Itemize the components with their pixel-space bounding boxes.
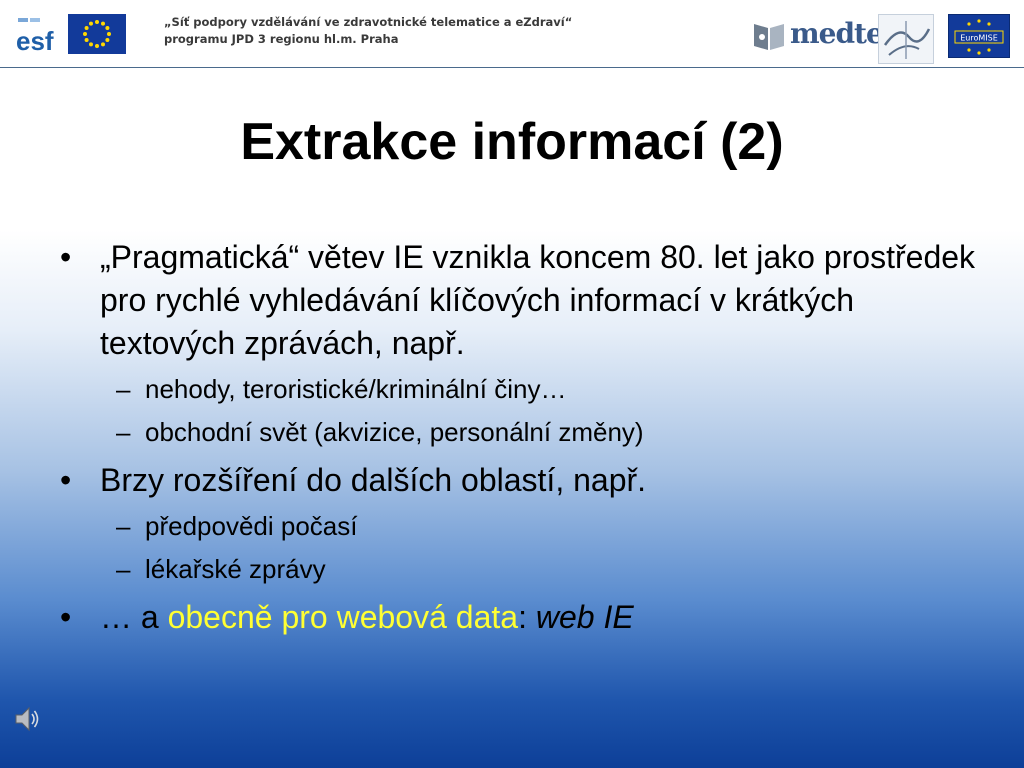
- header-text: [164, 14, 634, 48]
- sub-bullet-text: nehody, teroristické/kriminální činy…: [145, 374, 567, 404]
- sub-bullet-text: lékařské zprávy: [145, 554, 326, 584]
- header-divider: [0, 67, 1024, 68]
- eu-flag-logo: [68, 14, 126, 54]
- header-bar: [0, 0, 1024, 68]
- bullet-marker: •: [60, 239, 72, 275]
- sub-bullet-text: obchodní svět (akvizice, personální změny): [145, 417, 644, 447]
- bullet-text-part: … a: [100, 599, 168, 635]
- header-text-line1: „Síť podpory vzdělávání ve zdravotnické telematice a eZdraví“: [164, 15, 573, 29]
- sis-logo: [878, 14, 934, 64]
- bullet-text: Brzy rozšíření do dalších oblastí, např.: [100, 462, 647, 498]
- header-text-line2: programu JPD 3 regionu hl.m. Praha: [164, 32, 399, 46]
- bullet-marker: •: [60, 462, 72, 498]
- esf-logo: [14, 14, 62, 54]
- slide-content: [58, 236, 978, 647]
- bullet-text-part: :: [518, 599, 536, 635]
- medtel-logo-text: medtel: [790, 17, 893, 50]
- bullet-text: „Pragmatická“ větev IE vznikla koncem 80. let jako prostředek pro rychlé vyhledávání klíčových informací v krátkých textových zprávách, např.: [100, 239, 976, 361]
- sub-bullet-text: předpovědi počasí: [145, 511, 358, 541]
- sub-bullet-marker: –: [116, 511, 131, 541]
- sub-bullet-marker: –: [116, 374, 131, 404]
- euromise-logo: [948, 14, 1010, 58]
- highlighted-text: obecně pro webová data: [167, 599, 519, 635]
- bullet-marker: •: [60, 599, 72, 635]
- bullet-item: [58, 236, 978, 365]
- italic-text: web IE: [535, 599, 634, 635]
- esf-logo-text: esf: [16, 26, 54, 54]
- medtel-icon: [752, 20, 786, 54]
- bullet-item: [58, 596, 978, 639]
- bullet-item: [58, 459, 978, 502]
- speaker-icon[interactable]: [12, 704, 42, 734]
- slide-title: Extrakce informací (2): [240, 113, 784, 171]
- euromise-logo-text: EuroMISE: [960, 33, 998, 43]
- sub-bullet-marker: –: [116, 417, 131, 447]
- sub-bullet-item: [58, 553, 978, 586]
- sub-bullet-item: [58, 510, 978, 543]
- sub-bullet-item: [58, 373, 978, 406]
- sub-bullet-item: [58, 416, 978, 449]
- sub-bullet-marker: –: [116, 554, 131, 584]
